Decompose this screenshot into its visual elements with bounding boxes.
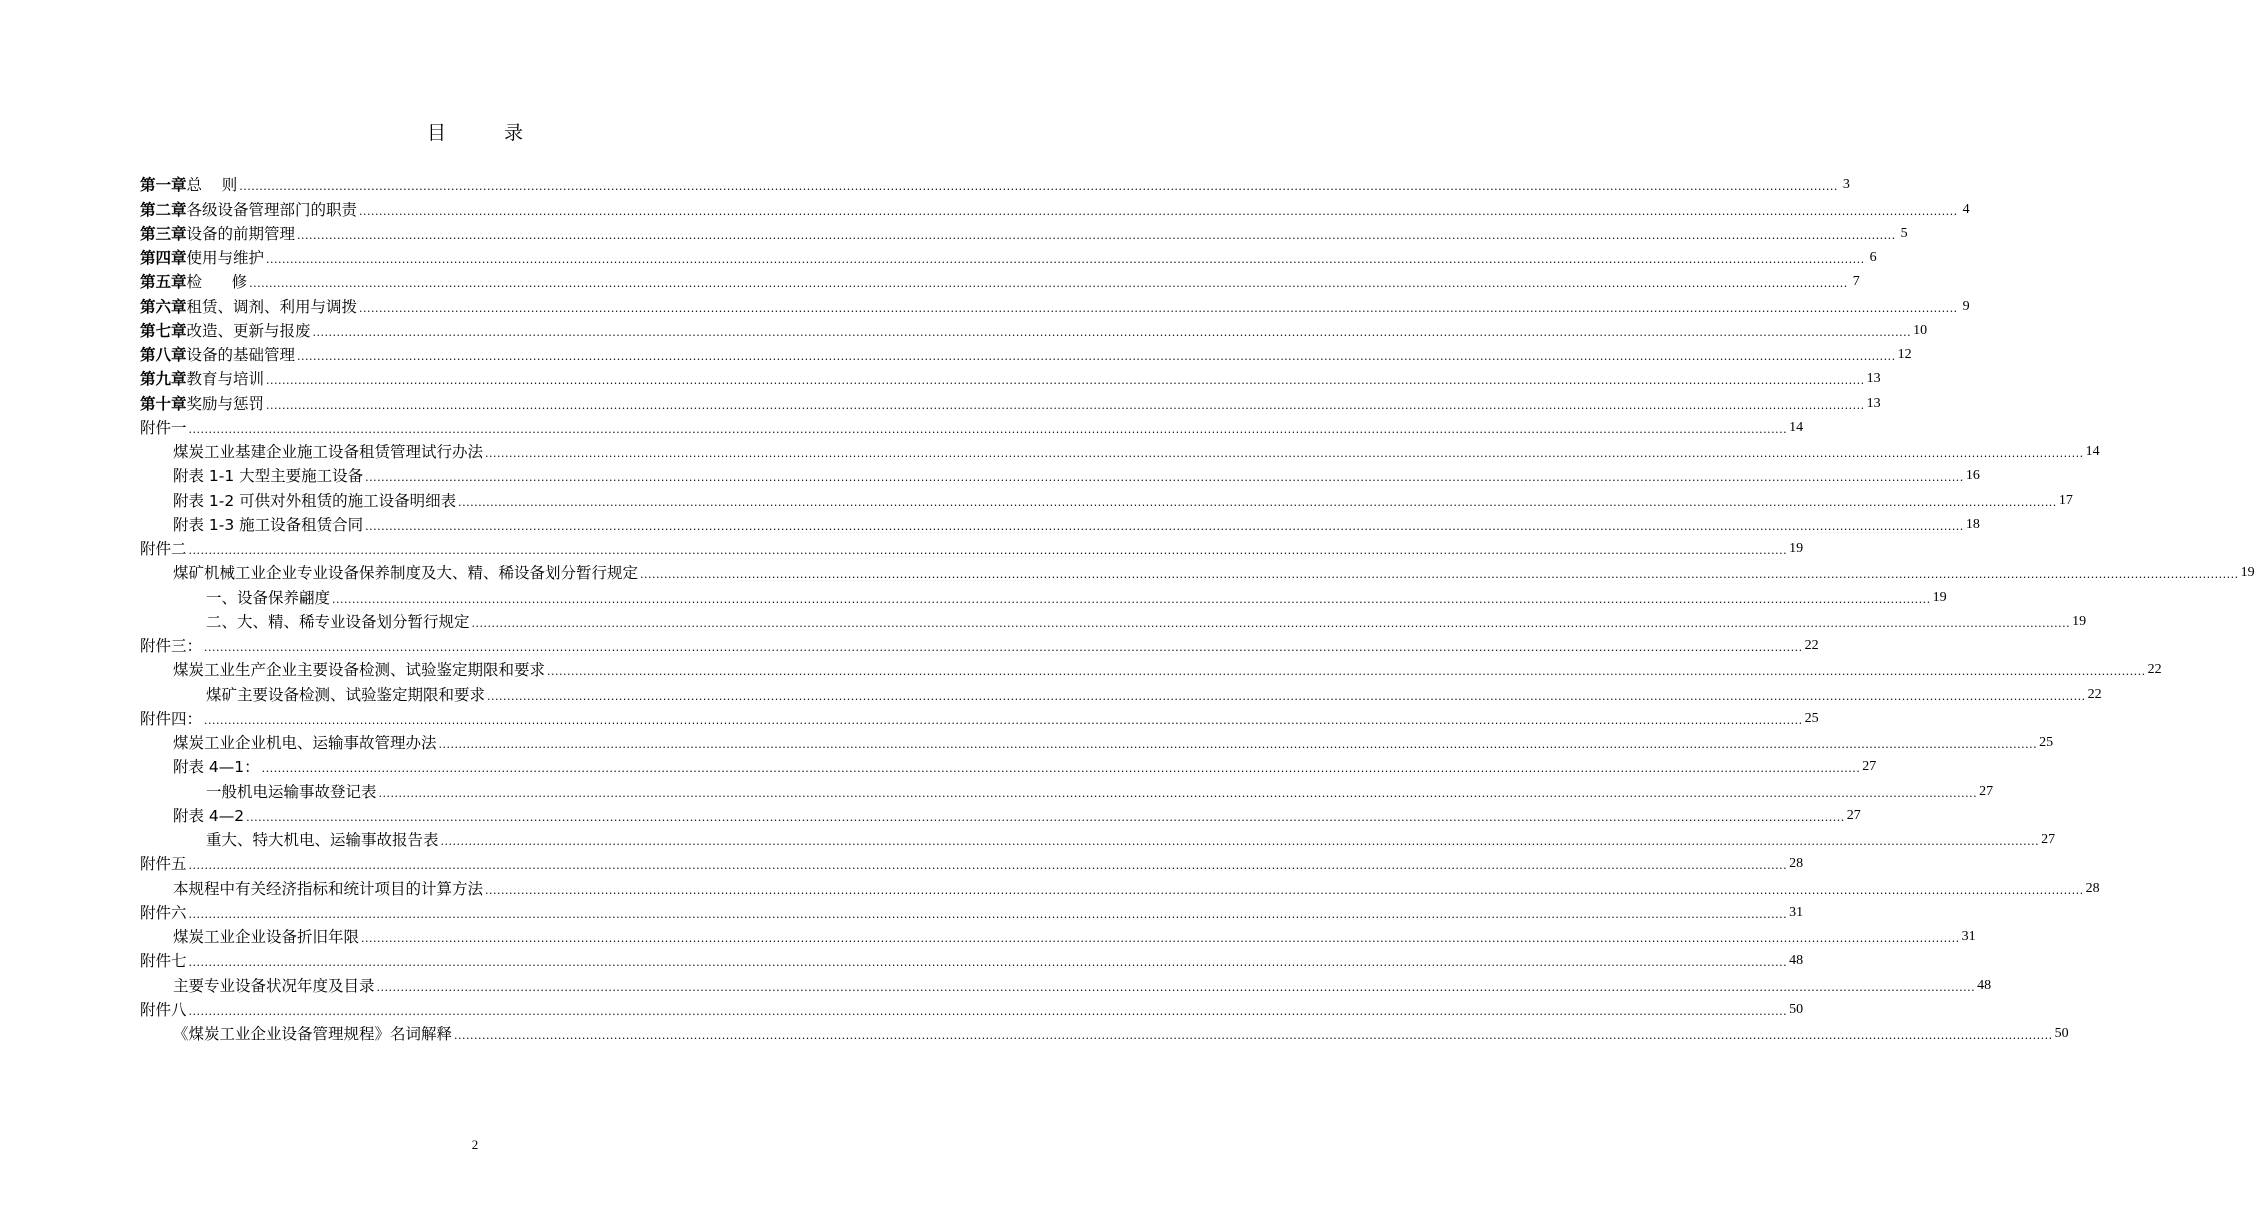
toc-chapter-number: 第一章 [140,176,187,195]
toc-entry-label: 租赁、调剂、利用与调拨 [186,297,358,316]
toc-page-number: 48 [1789,953,1804,969]
toc-entry-label: 附表 1-3 施工设备租赁合同 [173,515,364,534]
toc-leader-dots: ................................................................................................................................................................................................................................................................................................................................................................................................................ [188,1004,1788,1018]
toc-entry-label: 煤炭工业企业机电、运输事故管理办法 [173,734,437,752]
toc-leader-dots: ................................................................................................................................................................................................................................................................................................................................................................................................................ [188,859,1788,873]
toc-entry-label: 附表 1-1 大型主要施工设备 [173,467,364,486]
toc-entry[interactable] [140,582,1947,607]
toc-entry-label: 煤矿机械工业企业专业设备保养制度及大、精、稀设备划分暂行规定 [173,564,639,583]
toc-leader-dots: ................................................................................................................................................................................................................................................................................................................................................................................................................ [359,204,1958,218]
toc-entry[interactable] [140,728,2054,752]
toc-entry[interactable] [140,219,1908,243]
toc-page-number: 19 [1932,589,1947,605]
toc-entry-label: 一般机电运输事故登记表 [206,782,377,801]
toc-entry-label: 各级设备管理部门的职责 [186,200,358,219]
toc-entry-label: 附件五 [140,855,187,874]
toc-page-number: 17 [2058,492,2073,508]
toc-entry[interactable] [140,607,2087,631]
toc-entry-label: 教育与培训 [186,370,265,389]
toc-entry[interactable] [140,534,1804,558]
toc-leader-dots: ................................................................................................................................................................................................................................................................................................................................................................................................................ [188,956,1788,970]
toc-entry[interactable] [140,1019,2069,1043]
toc-leader-dots: ................................................................................................................................................................................................................................................................................................................................................................................................................ [204,713,1803,727]
toc-entry-label: 总 则 [186,176,238,195]
toc-entry-label: 设备的基础管理 [186,346,296,364]
toc-leader-dots: ................................................................................................................................................................................................................................................................................................................................................................................................................ [487,689,2086,703]
toc-entry-label: 附表 1-2 可供对外租赁的施工设备明细表 [173,491,457,510]
toc-leader-dots: ................................................................................................................................................................................................................................................................................................................................................................................................................ [261,762,1861,776]
toc-entry[interactable] [140,873,2100,898]
toc-entry[interactable] [140,413,1804,437]
toc-page-number: 28 [1789,856,1804,872]
toc-entry[interactable] [140,752,1877,777]
toc-leader-dots: ................................................................................................................................................................................................................................................................................................................................................................................................................ [188,907,1788,921]
toc-entry-label: 附件一 [140,418,187,437]
toc-leader-dots: ................................................................................................................................................................................................................................................................................................................................................................................................................ [297,350,1896,363]
toc-entry[interactable] [140,437,2100,461]
toc-page-number: 16 [1965,468,1980,484]
toc-chapter-number: 第四章 [140,249,187,267]
toc-page-number: 14 [1789,419,1804,435]
toc-entry-label: 改造、更新与报废 [186,321,311,340]
toc-entry[interactable] [140,776,1994,801]
toc-page-number: 22 [1804,638,1819,653]
toc-entry[interactable] [140,558,2255,583]
toc-entry[interactable] [140,825,2056,849]
toc-leader-dots: ................................................................................................................................................................................................................................................................................................................................................................................................................ [204,641,1803,654]
toc-entry[interactable] [140,970,1992,995]
toc-entry[interactable] [140,655,2162,680]
toc-entry-label: 主要专业设备状况年度及目录 [173,976,375,995]
toc-page-number: 3 [1842,177,1850,193]
toc-entry-label: 附件八 [140,1000,187,1019]
toc-leader-dots: ................................................................................................................................................................................................................................................................................................................................................................................................................ [471,616,2071,630]
toc-leader-dots: ................................................................................................................................................................................................................................................................................................................................................................................................................ [312,325,1912,339]
toc-entry-label: 附件六 [140,903,187,922]
toc-page-number: 27 [2041,832,2056,847]
toc-entry-label: 附件七 [140,952,187,971]
toc-page-number: 14 [2085,444,2100,459]
toc-entry[interactable] [140,679,2102,704]
toc-entry-label: 附表 4—1： [173,758,260,777]
toc-page-number: 31 [1961,929,1976,944]
toc-page-number: 22 [2147,662,2162,678]
toc-entry[interactable] [140,995,1804,1019]
toc-page-number: 12 [1897,347,1912,362]
toc-entry-label: 重大、特大机电、运输事故报告表 [206,831,439,849]
toc-page-number: 28 [2085,880,2100,896]
toc-entry[interactable] [140,510,1980,534]
toc-leader-dots: ................................................................................................................................................................................................................................................................................................................................................................................................................ [438,738,2038,751]
toc-entry[interactable] [140,631,1819,655]
toc-entry[interactable] [140,340,1912,364]
toc-chapter-number: 第六章 [140,297,187,316]
toc-leader-dots: ................................................................................................................................................................................................................................................................................................................................................................................................................ [454,1029,2053,1042]
toc-entry[interactable] [140,461,1980,486]
toc-page-number: 10 [1913,322,1928,338]
toc-leader-dots: ................................................................................................................................................................................................................................................................................................................................................................................................................ [266,253,1865,266]
toc-page-number: 13 [1866,395,1881,411]
toc-page-number: 27 [1862,759,1877,775]
toc-entry-label: 设备的前期管理 [186,224,296,243]
toc-entry[interactable] [140,316,1928,340]
toc-entry-label: 本规程中有关经济指标和统计项目的计算方法 [173,879,484,898]
toc-entry[interactable] [140,194,1970,219]
toc-page-number: 4 [1962,201,1970,217]
toc-entry[interactable] [140,243,1877,267]
toc-leader-dots: ................................................................................................................................................................................................................................................................................................................................................................................................................ [297,228,1896,242]
toc-entry[interactable] [140,364,1881,389]
toc-page-number: 22 [2087,686,2102,702]
toc-leader-dots: ................................................................................................................................................................................................................................................................................................................................................................................................................ [547,665,2146,679]
toc-leader-dots: ................................................................................................................................................................................................................................................................................................................................................................................................................ [249,277,1848,291]
toc-chapter-number: 第十章 [140,394,187,413]
toc-chapter-number: 第三章 [140,224,187,243]
toc-page-number: 27 [1846,807,1861,823]
table-of-contents [140,170,2255,1043]
toc-entry-label: 检 修 [186,273,248,292]
toc-leader-dots: ................................................................................................................................................................................................................................................................................................................................................................................................................ [239,180,1838,194]
toc-page-number: 19 [2072,613,2087,629]
toc-leader-dots: ................................................................................................................................................................................................................................................................................................................................................................................................................ [440,835,2040,848]
toc-page-number: 6 [1869,250,1877,265]
toc-leader-dots: ................................................................................................................................................................................................................................................................................................................................................................................................................ [188,544,1788,557]
toc-chapter-number: 第二章 [140,200,187,219]
toc-entry[interactable] [140,704,1819,728]
toc-chapter-number: 第五章 [140,273,187,292]
toc-leader-dots: ................................................................................................................................................................................................................................................................................................................................................................................................................ [458,495,2057,509]
toc-leader-dots: ................................................................................................................................................................................................................................................................................................................................................................................................................ [376,980,1976,994]
toc-leader-dots: ................................................................................................................................................................................................................................................................................................................................................................................................................ [365,471,1964,485]
toc-entry[interactable] [140,170,1850,195]
toc-page-number: 31 [1789,904,1804,920]
toc-entry-label: 奖励与惩罚 [186,394,265,413]
page-number: 2 [471,1137,479,1152]
toc-leader-dots: ................................................................................................................................................................................................................................................................................................................................................................................................................ [485,883,2084,897]
toc-page-number: 7 [1852,274,1860,290]
toc-leader-dots: ................................................................................................................................................................................................................................................................................................................................................................................................................ [359,301,1958,315]
toc-entry[interactable] [140,801,1861,825]
toc-entry[interactable] [140,946,1804,971]
toc-page-number: 50 [2054,1026,2069,1041]
toc-page-number: 50 [1789,1001,1804,1017]
toc-entry-label: 附件二 [140,540,187,558]
toc-chapter-number: 第八章 [140,346,187,364]
toc-entry[interactable] [140,291,1970,316]
toc-page-number: 5 [1900,225,1908,241]
toc-entry-label: 一、设备保养翩度 [206,588,331,607]
toc-page-number: 19 [1789,541,1804,556]
toc-page-number: 9 [1962,298,1970,314]
toc-leader-dots: ................................................................................................................................................................................................................................................................................................................................................................................................................ [640,568,2239,582]
toc-entry-label: 使用与维护 [186,249,265,267]
toc-chapter-number: 第七章 [140,321,187,340]
toc-entry-label: 附表 4—2 [173,806,245,825]
toc-page-number: 13 [1866,371,1881,387]
toc-entry[interactable] [140,922,1976,946]
toc-leader-dots: ................................................................................................................................................................................................................................................................................................................................................................................................................ [485,447,2084,460]
toc-title: 目 录 [426,122,550,144]
toc-entry-label: 煤炭工业生产企业主要设备检测、试验鉴定期限和要求 [173,661,546,680]
toc-chapter-number: 第九章 [140,370,187,389]
toc-page-number: 19 [2240,565,2255,581]
toc-entry[interactable] [140,388,1881,413]
toc-leader-dots: ................................................................................................................................................................................................................................................................................................................................................................................................................ [188,422,1788,436]
toc-page-number: 25 [1804,710,1819,726]
toc-entry[interactable] [140,849,1804,874]
toc-entry[interactable] [140,485,2073,510]
toc-page-number: 18 [1965,516,1980,532]
toc-leader-dots: ................................................................................................................................................................................................................................................................................................................................................................................................................ [266,398,1865,412]
toc-entry-label: 煤炭工业基建企业施工设备租赁管理试行办法 [173,443,484,461]
toc-entry[interactable] [140,898,1804,922]
toc-entry-label: 煤矿主要设备检测、试验鉴定期限和要求 [206,685,486,704]
toc-leader-dots: ................................................................................................................................................................................................................................................................................................................................................................................................................ [332,592,1931,606]
toc-entry-label: 附件三： [140,637,203,655]
toc-entry-label: 二、大、精、稀专业设备划分暂行规定 [206,612,470,631]
toc-entry-label: 附件四： [140,709,203,728]
toc-entry-label: 煤炭工业企业设备折旧年限 [173,928,360,946]
toc-leader-dots: ................................................................................................................................................................................................................................................................................................................................................................................................................ [361,932,1960,945]
toc-entry[interactable] [140,267,1860,292]
toc-entry-label: 《煤炭工业企业设备管理规程》名词解释 [173,1025,453,1043]
toc-page-number: 27 [1979,783,1994,799]
toc-leader-dots: ................................................................................................................................................................................................................................................................................................................................................................................................................ [246,810,1845,824]
toc-leader-dots: ................................................................................................................................................................................................................................................................................................................................................................................................................ [365,519,1964,533]
toc-page-number: 48 [1977,977,1992,993]
toc-page-number: 25 [2039,735,2054,750]
toc-leader-dots: ................................................................................................................................................................................................................................................................................................................................................................................................................ [378,786,1978,800]
toc-leader-dots: ................................................................................................................................................................................................................................................................................................................................................................................................................ [266,374,1865,388]
